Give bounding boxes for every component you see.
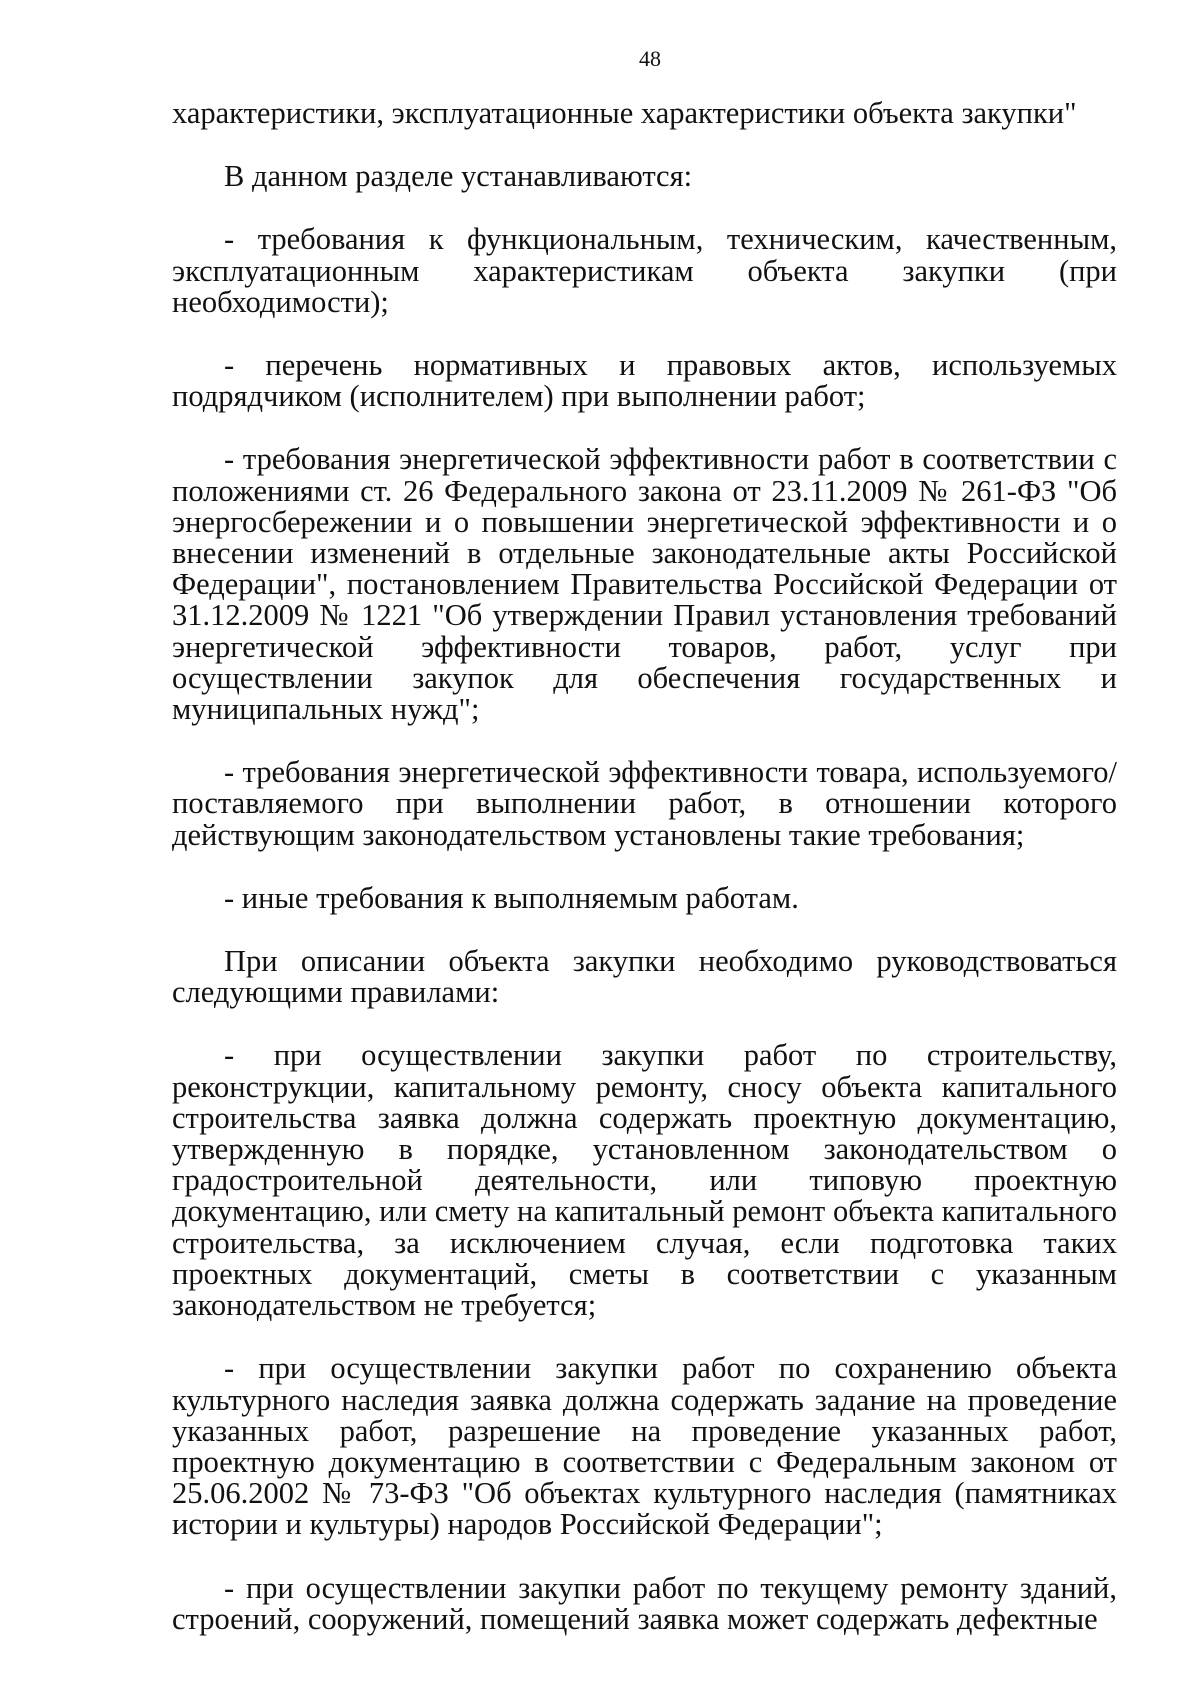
paragraph-energy-efficiency-works: - требования энергетической эффективности работ в соответствии с положениями ст. 26 Федерального закона от 23.11.2009 № 261-ФЗ "Об энергосбережении и о повышении энергетической эффективности и о внесении изменений в отдельные законодательные акты Российской Федерации", постановлением Правительства Российской Федерации от 31.12.2009 № 1221 "Об утверждении Правил установления требований энергетической эффективности товаров, работ, услуг при осуществлении закупок для обеспечения государственных и муниципальных нужд"; bbox=[172, 442, 1117, 727]
paragraph-section-intro: В данном разделе устанавливаются: bbox=[224, 159, 693, 194]
paragraph-current-repair: - при осуществлении закупки работ по текущему ремонту зданий, строений, сооружений, помещений заявка может содержать дефектные bbox=[172, 1570, 1117, 1636]
paragraph-normative-acts: - перечень нормативных и правовых актов, используемых подрядчиком (исполнителем) при выполнении работ; bbox=[172, 348, 1117, 414]
page-number: 48 bbox=[639, 46, 661, 71]
paragraph-other-requirements: - иные требования к выполняемым работам. bbox=[224, 880, 799, 915]
paragraph-energy-efficiency-goods: - требования энергетической эффективности товара, используемого/поставляемого при выполнении работ, в отношении которого действующим законодательством установлены такие требования; bbox=[172, 755, 1117, 852]
paragraph-requirements-characteristics: - требования к функциональным, техническим, качественным, эксплуатационным характеристикам объекта закупки (при необходимости); bbox=[172, 222, 1117, 319]
document-body bbox=[172, 98, 1117, 1635]
paragraph-construction-works: - при осуществлении закупки работ по строительству, реконструкции, капитальному ремонту, сносу объекта капитального строительства заявка должна содержать проектную документацию, утвержденную в порядке, установленном законодательством о градостроительной деятельности, или типовую проектную документацию, или смету на капитальный ремонт объекта капитального строительства, за исключением случая, если подготовка таких проектных документаций, сметы в соответствии с указанным законодательством не требуется; bbox=[172, 1038, 1117, 1323]
paragraph-description-rules: При описании объекта закупки необходимо руководствоваться следующими правилами: bbox=[172, 944, 1117, 1010]
paragraph-heading-continuation: характеристики, эксплуатационные характеристики объекта закупки" bbox=[172, 96, 1077, 130]
paragraph-cultural-heritage: - при осуществлении закупки работ по сохранению объекта культурного наследия заявка должна содержать задание на проведение указанных работ, разрешение на проведение указанных работ, проектную документацию в соответствии с Федеральным законом от 25.06.2002 № 73-ФЗ "Об объектах культурного наследия (памятниках истории и культуры) народов Российской Федерации"; bbox=[172, 1351, 1117, 1542]
